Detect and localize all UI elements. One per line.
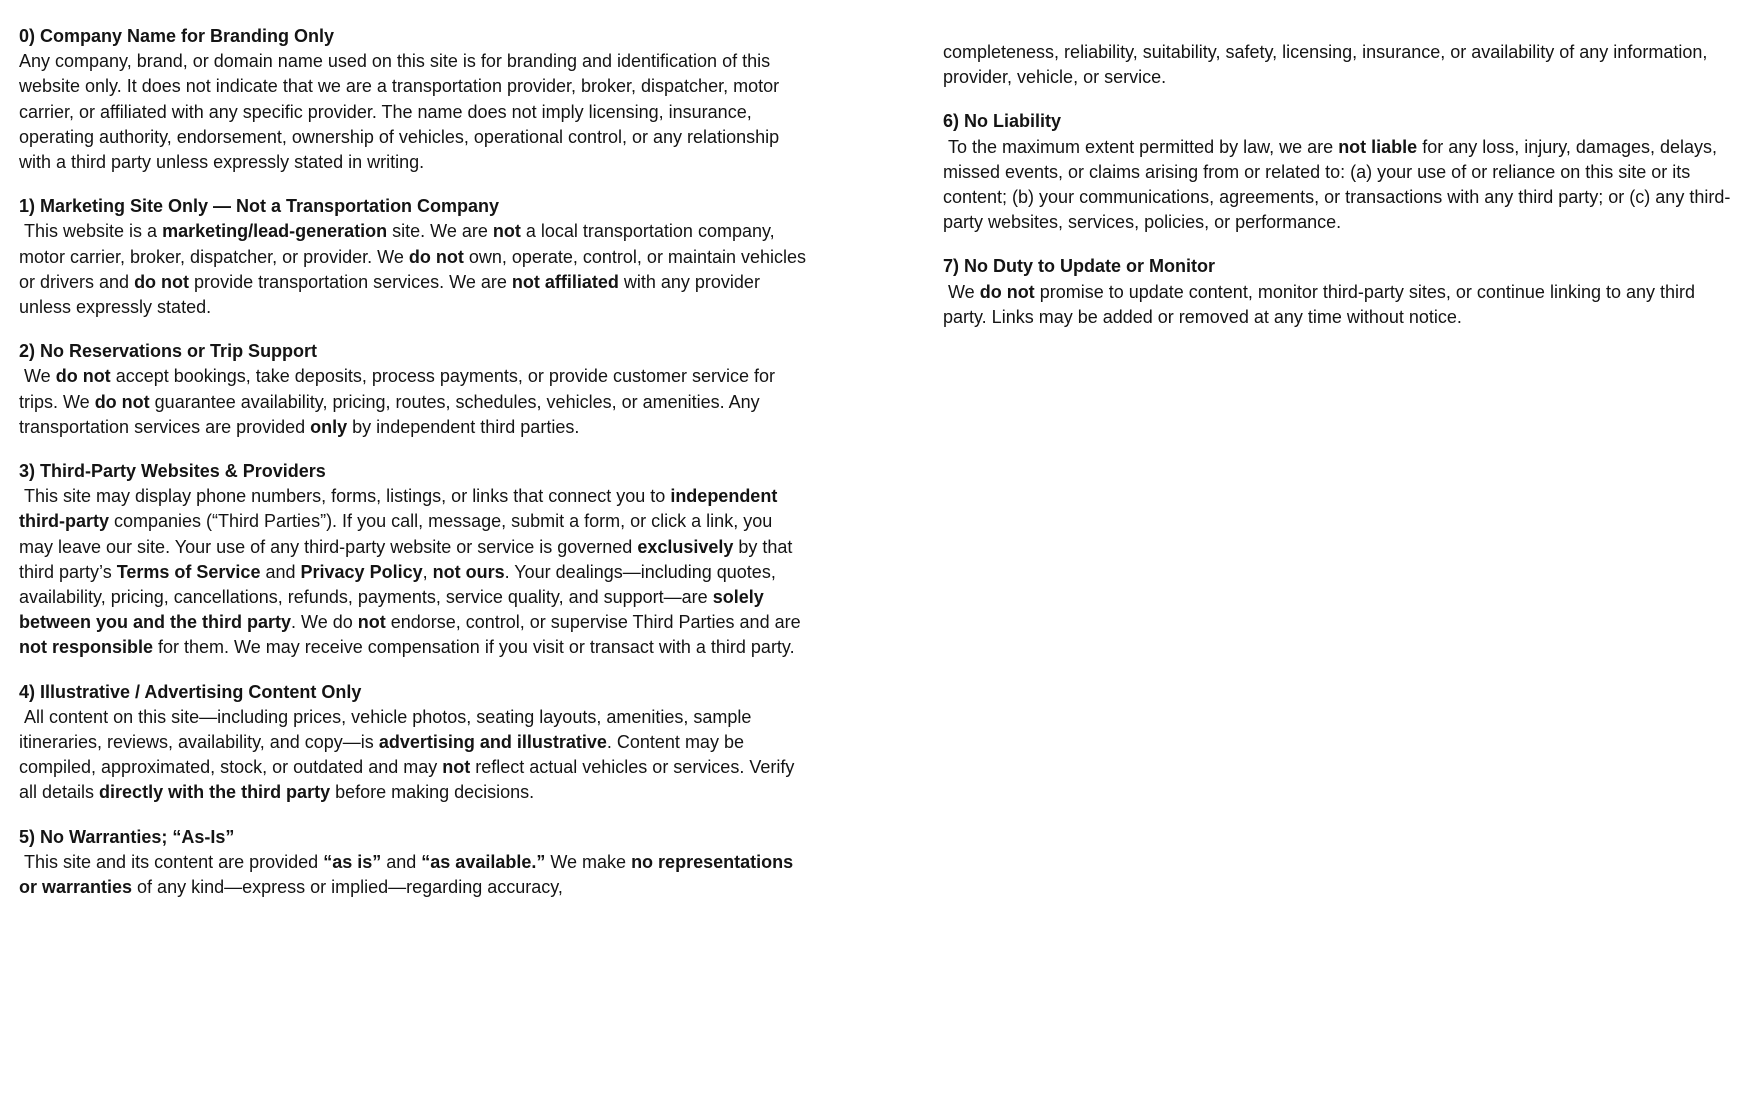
text-segment: companies (“Third Parties”). If you call, message, submit a form, or click a link, you may leave our site. Your use of any third-party website or service is governed <box>19 511 778 557</box>
text-segment: This website is a <box>19 221 163 242</box>
text-segment: . Your dealings—including quotes, availability, pricing, cancellations, refunds, payments, service quality, and support—are <box>19 561 781 608</box>
bold-text-segment: not affiliated <box>511 271 619 292</box>
bold-text-segment: independent third-party <box>19 486 783 532</box>
text-segment: This site may display phone numbers, forms, listings, or links that connect you to <box>19 486 671 507</box>
text-segment: by independent third parties. <box>347 416 580 437</box>
text-segment: own, operate, control, or maintain vehicles or drivers and <box>19 246 812 292</box>
section-paragraph <box>943 135 1735 236</box>
bold-text-segment: solely between you and the third party <box>19 587 769 633</box>
bold-text-segment: marketing/lead-generation <box>162 221 388 242</box>
section-paragraph <box>19 219 811 320</box>
bold-text-segment: do not <box>55 366 111 387</box>
disclaimer-section <box>19 194 811 320</box>
text-segment: , <box>422 561 433 582</box>
bold-text-segment: not <box>357 612 386 633</box>
text-segment: This site and its content are provided <box>19 851 324 872</box>
section-heading: 5) No Warranties; “As-Is” <box>19 826 235 847</box>
right-column <box>943 40 1735 349</box>
text-segment: completeness, reliability, suitability, safety, licensing, insurance, or availability of any information, provider, vehicle, or service. <box>943 42 1713 88</box>
section-paragraph <box>19 364 811 440</box>
text-segment: . We do <box>291 612 358 633</box>
text-segment: with any provider unless expressly stated. <box>19 271 765 318</box>
bold-text-segment: not <box>442 757 471 778</box>
text-segment: reflect actual vehicles or services. Verify all details <box>19 757 800 803</box>
text-segment: provide transportation services. We are <box>189 271 512 292</box>
section-paragraph <box>19 49 811 175</box>
bold-text-segment: Privacy Policy <box>300 561 423 582</box>
bold-text-segment: not liable <box>1338 136 1418 157</box>
bold-text-segment: do not <box>134 271 190 292</box>
bold-text-segment: not responsible <box>19 637 154 658</box>
section-heading: 2) No Reservations or Trip Support <box>19 341 318 362</box>
text-segment: site. We are <box>387 221 493 242</box>
disclaimer-section <box>943 109 1735 235</box>
text-segment: guarantee availability, pricing, routes, schedules, vehicles, or amenities. Any transportation services are provided <box>19 391 765 437</box>
text-segment: a local transportation company, motor carrier, broker, dispatcher, or provider. We <box>19 221 780 267</box>
bold-text-segment: do not <box>94 391 150 412</box>
disclaimer-section <box>19 680 811 806</box>
bold-text-segment: “as is” <box>323 851 382 872</box>
text-segment: accept bookings, take deposits, process payments, or provide customer service for trips. We <box>19 366 781 412</box>
section-heading: 4) Illustrative / Advertising Content Only <box>19 681 362 702</box>
bold-text-segment: only <box>310 416 348 437</box>
text-segment: Any company, brand, or domain name used on this site is for branding and identification of this website only. It does not indicate that we are a transportation provider, broker, dispatcher, motor carrier, or affiliated with any specific provider. The name does not imply licensing, insurance, operating authority, endorsement, ownership of vehicles, operational control, or any relationship with a third party unless expressly stated in writing. <box>19 51 785 173</box>
left-column <box>19 24 811 919</box>
bold-text-segment: not <box>492 221 521 242</box>
text-segment: endorse, control, or supervise Third Parties and are <box>385 612 806 633</box>
bold-text-segment: directly with the third party <box>99 782 331 803</box>
bold-text-segment: do not <box>979 281 1035 302</box>
bold-text-segment: Terms of Service <box>116 561 261 582</box>
section-paragraph <box>943 40 1735 90</box>
text-segment: for them. We may receive compensation if you visit or transact with a third party. <box>153 637 795 658</box>
bold-text-segment: exclusively <box>637 536 734 557</box>
section-heading: 3) Third-Party Websites & Providers <box>19 461 326 482</box>
text-segment: and <box>381 851 422 872</box>
text-segment: promise to update content, monitor third-party sites, or continue linking to any third party. Links may be added or removed at any time without notice. <box>943 281 1701 327</box>
section-heading: 7) No Duty to Update or Monitor <box>943 256 1215 277</box>
disclaimer-section <box>19 459 811 661</box>
text-segment: before making decisions. <box>330 782 535 803</box>
text-segment: To the maximum extent permitted by law, we are <box>943 136 1339 157</box>
text-segment: of any kind—express or implied—regarding accuracy, <box>132 877 563 898</box>
section-heading: 6) No Liability <box>943 111 1062 132</box>
text-segment: by that third party’s <box>19 536 798 582</box>
section-heading: 0) Company Name for Branding Only <box>19 26 335 46</box>
disclaimer-section <box>19 825 811 901</box>
disclaimer-section-continuation <box>943 40 1735 90</box>
bold-text-segment: “as available.” <box>421 851 546 872</box>
disclaimer-section <box>943 254 1735 330</box>
text-segment: for any loss, injury, damages, delays, missed events, or claims arising from or related to: (a) your use of or reliance on this site or its content; (b) your communications, agreements, or transactions with any third party; or (c) any third-party websites, services, policies, or performance. <box>943 136 1731 233</box>
section-paragraph <box>19 705 811 806</box>
section-heading: 1) Marketing Site Only — Not a Transportation Company <box>19 196 500 217</box>
section-paragraph <box>943 280 1735 330</box>
text-segment: We <box>19 366 56 387</box>
bold-text-segment: not ours <box>432 561 505 582</box>
section-paragraph <box>19 850 811 900</box>
bold-text-segment: advertising and illustrative <box>378 732 607 753</box>
text-segment: All content on this site—including prices, vehicle photos, seating layouts, amenities, sample itineraries, reviews, availability, and copy—is <box>19 706 757 753</box>
section-paragraph <box>19 484 811 660</box>
text-segment: We make <box>545 851 632 872</box>
bold-text-segment: no representations or warranties <box>19 851 799 898</box>
bold-text-segment: do not <box>408 246 464 267</box>
disclaimer-section <box>19 24 811 175</box>
text-segment: and <box>260 561 301 582</box>
disclaimer-section <box>19 339 811 440</box>
text-segment: . Content may be compiled, approximated, stock, or outdated and may <box>19 732 749 778</box>
text-segment: We <box>943 281 980 302</box>
